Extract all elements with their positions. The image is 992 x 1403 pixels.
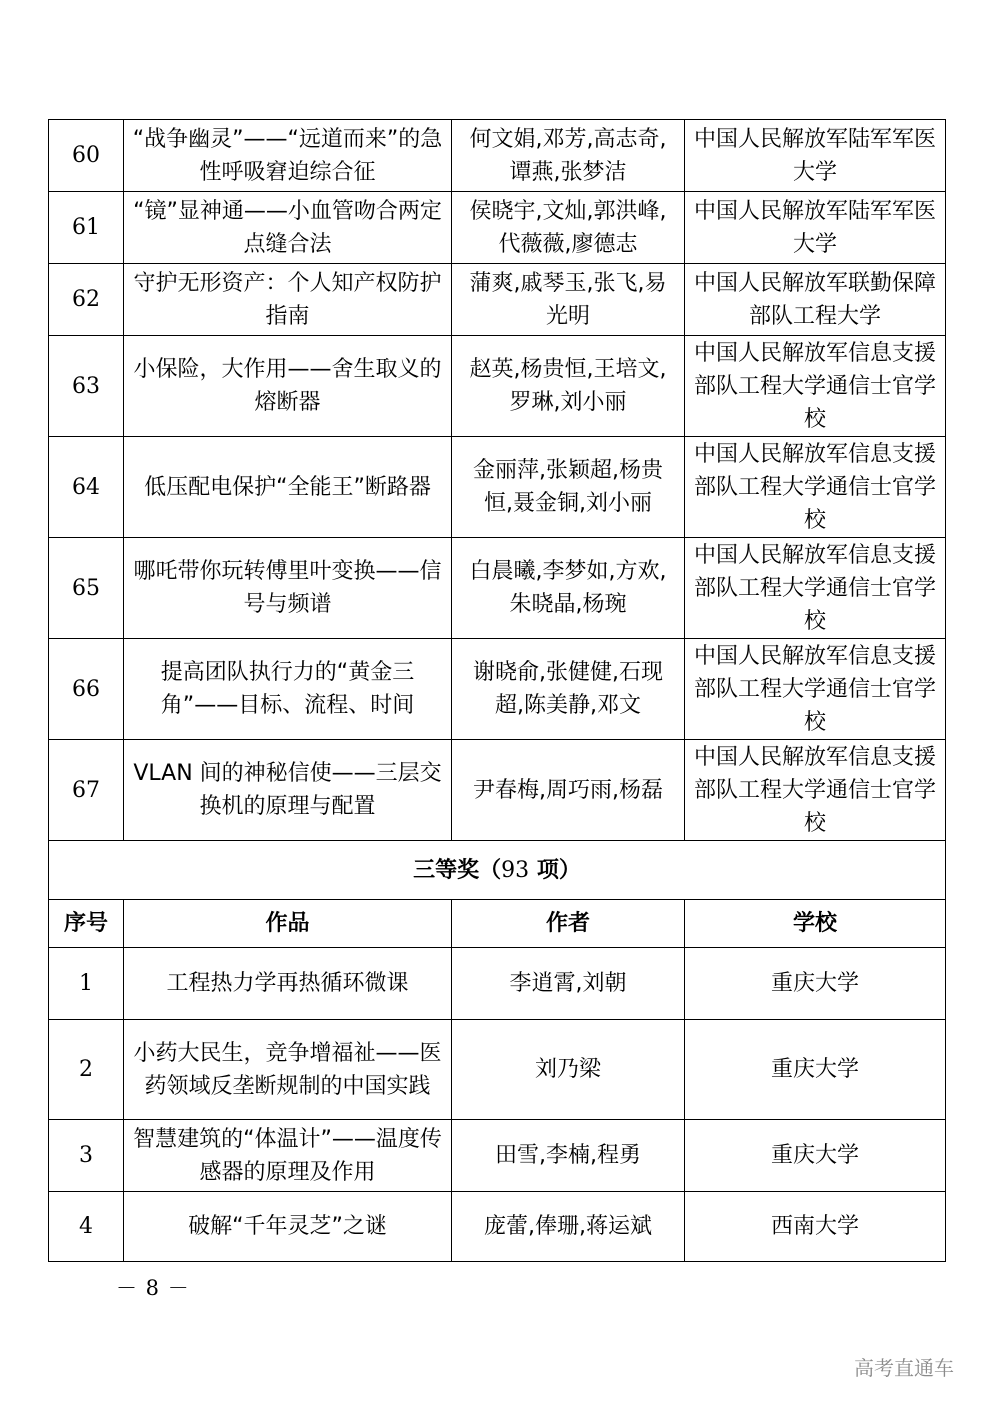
table-row [49, 948, 946, 1020]
table-row [49, 437, 946, 538]
school: 重庆大学 [685, 1120, 946, 1192]
row-number: 2 [49, 1020, 124, 1120]
table-row [49, 336, 946, 437]
authors: 侯晓宇,文灿,郭洪峰,代薇薇,廖德志 [452, 192, 685, 264]
work-title: 哪吒带你玩转傅里叶变换——信号与频谱 [124, 538, 452, 639]
row-number: 64 [49, 437, 124, 538]
row-number: 60 [49, 120, 124, 192]
school: 中国人民解放军信息支援部队工程大学通信士官学校 [685, 538, 946, 639]
section-count: 93 [501, 857, 530, 883]
authors: 金丽萍,张颖超,杨贵恒,聂金铜,刘小丽 [452, 437, 685, 538]
authors: 白晨曦,李梦如,方欢,朱晓晶,杨琬 [452, 538, 685, 639]
section-suffix: 项） [529, 857, 581, 883]
row-number: 1 [49, 948, 124, 1020]
table-row [49, 1120, 946, 1192]
work-title: 小保险，大作用——舍生取义的熔断器 [124, 336, 452, 437]
header-school: 学校 [685, 900, 946, 948]
row-number: 63 [49, 336, 124, 437]
work-title: VLAN 间的神秘信使——三层交换机的原理与配置 [124, 740, 452, 841]
row-number: 4 [49, 1192, 124, 1262]
school: 中国人民解放军信息支援部队工程大学通信士官学校 [685, 336, 946, 437]
table-row [49, 264, 946, 336]
row-number: 67 [49, 740, 124, 841]
work-title: 工程热力学再热循环微课 [124, 948, 452, 1020]
header-row [49, 900, 946, 948]
school: 中国人民解放军联勤保障部队工程大学 [685, 264, 946, 336]
row-number: 62 [49, 264, 124, 336]
table-row [49, 120, 946, 192]
table-row [49, 1192, 946, 1262]
section-heading-row [49, 841, 946, 900]
school: 中国人民解放军信息支援部队工程大学通信士官学校 [685, 639, 946, 740]
work-title: “战争幽灵”——“远道而来”的急性呼吸窘迫综合征 [124, 120, 452, 192]
school: 中国人民解放军信息支援部队工程大学通信士官学校 [685, 437, 946, 538]
work-title: 提高团队执行力的“黄金三角”——目标、流程、时间 [124, 639, 452, 740]
work-title: 守护无形资产：个人知产权防护指南 [124, 264, 452, 336]
page-number: － 8 － [116, 1276, 190, 1300]
watermark: 高考直通车 [854, 1356, 954, 1380]
authors: 田雪,李楠,程勇 [452, 1120, 685, 1192]
table-row [49, 538, 946, 639]
authors: 何文娟,邓芳,高志奇,谭燕,张梦洁 [452, 120, 685, 192]
work-title: 智慧建筑的“体温计”——温度传感器的原理及作用 [124, 1120, 452, 1192]
section-heading [49, 841, 946, 900]
table-row [49, 192, 946, 264]
row-number: 66 [49, 639, 124, 740]
header-no: 序号 [49, 900, 124, 948]
authors: 庞蕾,俸珊,蒋运斌 [452, 1192, 685, 1262]
school: 中国人民解放军陆军军医大学 [685, 120, 946, 192]
table-row [49, 1020, 946, 1120]
row-number: 65 [49, 538, 124, 639]
school: 重庆大学 [685, 1020, 946, 1120]
school: 中国人民解放军信息支援部队工程大学通信士官学校 [685, 740, 946, 841]
authors: 赵英,杨贵恒,王培文,罗琳,刘小丽 [452, 336, 685, 437]
school: 中国人民解放军陆军军医大学 [685, 192, 946, 264]
authors: 尹春梅,周巧雨,杨磊 [452, 740, 685, 841]
authors: 谢晓俞,张健健,石现超,陈美静,邓文 [452, 639, 685, 740]
section-prefix: 三等奖（ [413, 857, 502, 883]
header-authors: 作者 [452, 900, 685, 948]
school: 重庆大学 [685, 948, 946, 1020]
table-row [49, 740, 946, 841]
school: 西南大学 [685, 1192, 946, 1262]
work-title: 小药大民生，竞争增福祉——医药领域反垄断规制的中国实践 [124, 1020, 452, 1120]
work-title: 破解“千年灵芝”之谜 [124, 1192, 452, 1262]
work-title: “镜”显神通——小血管吻合两定点缝合法 [124, 192, 452, 264]
header-work: 作品 [124, 900, 452, 948]
awards-table [48, 119, 946, 1262]
row-number: 61 [49, 192, 124, 264]
work-title: 低压配电保护“全能王”断路器 [124, 437, 452, 538]
authors: 刘乃梁 [452, 1020, 685, 1120]
table-row [49, 639, 946, 740]
authors: 蒲爽,戚琴玉,张飞,易光明 [452, 264, 685, 336]
authors: 李逍霄,刘朝 [452, 948, 685, 1020]
row-number: 3 [49, 1120, 124, 1192]
